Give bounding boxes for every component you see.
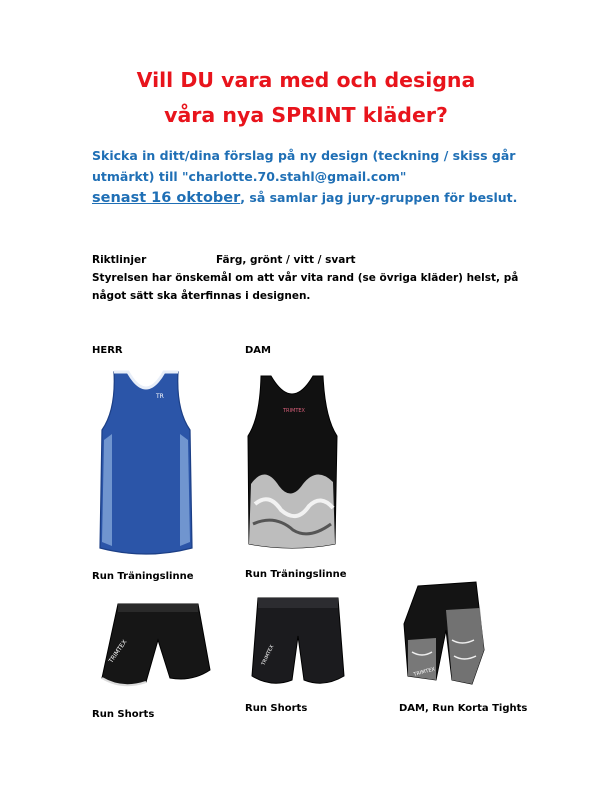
product-label-tights: DAM, Run Korta Tights: [399, 703, 528, 714]
svg-text:TRIMTEX: TRIMTEX: [107, 638, 129, 665]
guidelines-text-2: något sätt ska återfinnas i designen.: [92, 290, 311, 302]
product-label-women-shorts: Run Shorts: [245, 703, 308, 714]
guidelines-text-1: Styrelsen har önskemål om att vår vita rand (se övriga kläder) helst, på: [92, 272, 519, 284]
svg-text:TRIMTEX: TRIMTEX: [260, 644, 276, 667]
title-line-2: våra nya SPRINT kläder?: [164, 103, 448, 127]
column-herr: HERR: [92, 345, 123, 356]
guidelines-colors: Färg, grönt / vitt / svart: [216, 254, 356, 266]
svg-text:TRIMTEX: TRIMTEX: [283, 408, 305, 414]
women-black-singlet-image: [245, 374, 340, 549]
deadline-line: [92, 190, 517, 206]
product-label-men-singlet: Run Träningslinne: [92, 571, 194, 582]
intro-line-1: Skicka in ditt/dina förslag på ny design (teckning / skiss går: [92, 148, 516, 163]
deadline-text: senast 16 oktober: [92, 190, 241, 206]
women-black-shorts-image: [250, 592, 346, 692]
title-line-1: Vill DU vara med och designa: [136, 68, 476, 92]
intro-line-2: utmärkt) till "charlotte.70.stahl@gmail.com": [92, 169, 407, 184]
deadline-rest: , så samlar jag jury-gruppen för beslut.: [240, 190, 518, 205]
product-label-women-singlet: Run Träningslinne: [245, 569, 347, 580]
short-tights-image: [400, 580, 488, 692]
svg-text:TR: TR: [156, 393, 164, 400]
product-label-men-shorts: Run Shorts: [92, 709, 155, 720]
guidelines-label: Riktlinjer: [92, 254, 147, 266]
svg-text:TRIMTEX: TRIMTEX: [412, 666, 436, 678]
column-dam: DAM: [245, 345, 271, 356]
men-blue-singlet-image: [92, 370, 200, 560]
men-black-shorts-image: [100, 600, 212, 696]
